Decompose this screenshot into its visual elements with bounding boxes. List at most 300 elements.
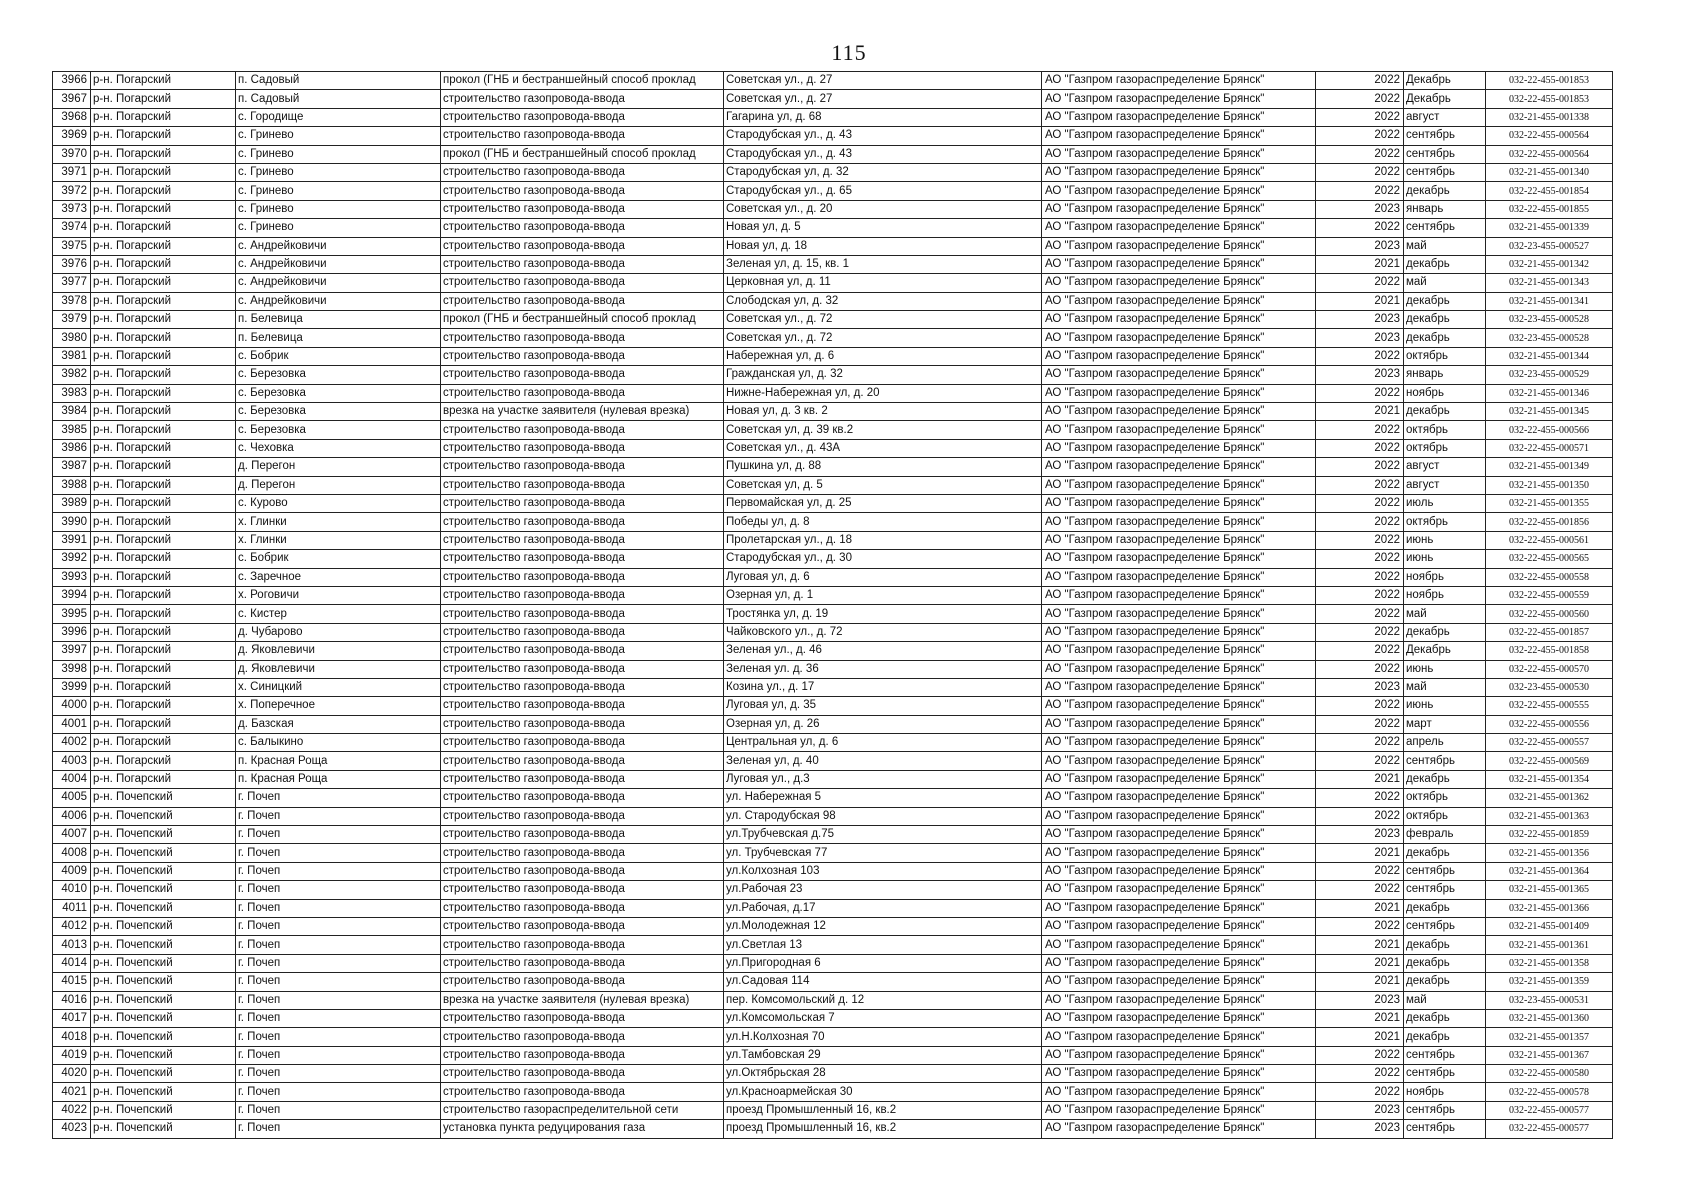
cell-organization: АО "Газпром газораспределение Брянск" — [1042, 899, 1316, 917]
table-row — [53, 623, 1613, 641]
cell-month: декабрь — [1404, 255, 1486, 273]
cell-year: 2022 — [1316, 439, 1404, 457]
cell-organization: АО "Газпром газораспределение Брянск" — [1042, 127, 1316, 145]
cell-district: р-н. Погарский — [91, 494, 236, 512]
cell-organization: АО "Газпром газораспределение Брянск" — [1042, 1046, 1316, 1064]
cell-work-type: строительство газопровода-ввода — [441, 329, 724, 347]
cell-month: сентябрь — [1404, 127, 1486, 145]
cell-record-id: 032-22-455-000564 — [1486, 145, 1613, 163]
cell-address: Чайковского ул., д. 72 — [724, 623, 1042, 641]
cell-district: р-н. Почепский — [91, 973, 236, 991]
cell-month: октябрь — [1404, 807, 1486, 825]
cell-work-type: прокол (ГНБ и бестраншейный способ проклад — [441, 145, 724, 163]
cell-record-id: 032-21-455-001362 — [1486, 789, 1613, 807]
table-row — [53, 1101, 1613, 1119]
table-row — [53, 127, 1613, 145]
cell-record-id: 032-22-455-001855 — [1486, 200, 1613, 218]
cell-month: август — [1404, 108, 1486, 126]
cell-month: январь — [1404, 200, 1486, 218]
cell-district: р-н. Почепский — [91, 991, 236, 1009]
cell-organization: АО "Газпром газораспределение Брянск" — [1042, 917, 1316, 935]
cell-year: 2022 — [1316, 605, 1404, 623]
cell-organization: АО "Газпром газораспределение Брянск" — [1042, 311, 1316, 329]
cell-record-id: 032-22-455-000557 — [1486, 734, 1613, 752]
cell-locality: д. Яковлевичи — [236, 642, 441, 660]
cell-locality: с. Гринево — [236, 219, 441, 237]
cell-month: декабрь — [1404, 770, 1486, 788]
cell-record-id: 032-22-455-000556 — [1486, 715, 1613, 733]
cell-district: р-н. Погарский — [91, 678, 236, 696]
cell-district: р-н. Погарский — [91, 200, 236, 218]
cell-row-number: 3989 — [53, 494, 91, 512]
cell-year: 2021 — [1316, 899, 1404, 917]
cell-row-number: 4022 — [53, 1101, 91, 1119]
cell-record-id: 032-22-455-000561 — [1486, 531, 1613, 549]
cell-district: р-н. Погарский — [91, 531, 236, 549]
cell-month: октябрь — [1404, 347, 1486, 365]
cell-record-id: 032-22-455-000555 — [1486, 697, 1613, 715]
cell-month: январь — [1404, 366, 1486, 384]
cell-locality: г. Почеп — [236, 789, 441, 807]
cell-record-id: 032-21-455-001344 — [1486, 347, 1613, 365]
cell-month: май — [1404, 678, 1486, 696]
table-row — [53, 200, 1613, 218]
table-row — [53, 274, 1613, 292]
table-row — [53, 366, 1613, 384]
cell-district: р-н. Почепский — [91, 844, 236, 862]
cell-year: 2021 — [1316, 936, 1404, 954]
cell-organization: АО "Газпром газораспределение Брянск" — [1042, 881, 1316, 899]
cell-year: 2022 — [1316, 734, 1404, 752]
cell-locality: г. Почеп — [236, 1028, 441, 1046]
cell-record-id: 032-21-455-001343 — [1486, 274, 1613, 292]
cell-organization: АО "Газпром газораспределение Брянск" — [1042, 274, 1316, 292]
table-row — [53, 458, 1613, 476]
cell-address: Озерная ул, д. 26 — [724, 715, 1042, 733]
cell-district: р-н. Почепский — [91, 936, 236, 954]
cell-year: 2022 — [1316, 108, 1404, 126]
cell-record-id: 032-21-455-001355 — [1486, 494, 1613, 512]
table-row — [53, 973, 1613, 991]
cell-record-id: 032-22-455-000580 — [1486, 1065, 1613, 1083]
cell-year: 2023 — [1316, 237, 1404, 255]
cell-locality: г. Почеп — [236, 1009, 441, 1027]
cell-year: 2021 — [1316, 403, 1404, 421]
cell-year: 2023 — [1316, 1101, 1404, 1119]
cell-organization: АО "Газпром газораспределение Брянск" — [1042, 1083, 1316, 1101]
cell-district: р-н. Погарский — [91, 219, 236, 237]
cell-year: 2022 — [1316, 421, 1404, 439]
cell-row-number: 3987 — [53, 458, 91, 476]
cell-work-type: строительство газопровода-ввода — [441, 237, 724, 255]
cell-address: Зеленая ул., д. 46 — [724, 642, 1042, 660]
cell-row-number: 4007 — [53, 826, 91, 844]
cell-address: Стародубская ул., д. 43 — [724, 127, 1042, 145]
cell-row-number: 3982 — [53, 366, 91, 384]
cell-row-number: 3984 — [53, 403, 91, 421]
cell-year: 2022 — [1316, 789, 1404, 807]
cell-locality: х. Синицкий — [236, 678, 441, 696]
cell-row-number: 3972 — [53, 182, 91, 200]
cell-year: 2023 — [1316, 1120, 1404, 1138]
cell-year: 2022 — [1316, 1065, 1404, 1083]
cell-month: декабрь — [1404, 292, 1486, 310]
cell-work-type: строительство газопровода-ввода — [441, 458, 724, 476]
cell-record-id: 032-21-455-001340 — [1486, 163, 1613, 181]
cell-work-type: установка пункта редуцирования газа — [441, 1120, 724, 1138]
cell-month: декабрь — [1404, 844, 1486, 862]
cell-work-type: строительство газопровода-ввода — [441, 108, 724, 126]
table-row — [53, 550, 1613, 568]
cell-month: июнь — [1404, 531, 1486, 549]
cell-district: р-н. Погарский — [91, 623, 236, 641]
cell-work-type: строительство газопровода-ввода — [441, 366, 724, 384]
cell-locality: с. Гринево — [236, 200, 441, 218]
cell-month: май — [1404, 605, 1486, 623]
cell-row-number: 3980 — [53, 329, 91, 347]
cell-district: р-н. Погарский — [91, 752, 236, 770]
cell-month: октябрь — [1404, 439, 1486, 457]
cell-organization: АО "Газпром газораспределение Брянск" — [1042, 1009, 1316, 1027]
cell-work-type: строительство газопровода-ввода — [441, 255, 724, 273]
cell-locality: п. Садовый — [236, 72, 441, 90]
cell-month: август — [1404, 458, 1486, 476]
cell-organization: АО "Газпром газораспределение Брянск" — [1042, 255, 1316, 273]
cell-work-type: прокол (ГНБ и бестраншейный способ проклад — [441, 311, 724, 329]
cell-work-type: строительство газопровода-ввода — [441, 274, 724, 292]
table-row — [53, 862, 1613, 880]
table-row — [53, 678, 1613, 696]
cell-record-id: 032-21-455-001346 — [1486, 384, 1613, 402]
cell-organization: АО "Газпром газораспределение Брянск" — [1042, 678, 1316, 696]
cell-address: Луговая ул, д. 6 — [724, 568, 1042, 586]
cell-record-id: 032-22-455-000565 — [1486, 550, 1613, 568]
table-row — [53, 568, 1613, 586]
cell-month: декабрь — [1404, 954, 1486, 972]
cell-year: 2022 — [1316, 715, 1404, 733]
cell-year: 2022 — [1316, 586, 1404, 604]
cell-record-id: 032-23-455-000528 — [1486, 311, 1613, 329]
cell-organization: АО "Газпром газораспределение Брянск" — [1042, 1101, 1316, 1119]
cell-record-id: 032-22-455-000577 — [1486, 1120, 1613, 1138]
cell-year: 2023 — [1316, 329, 1404, 347]
cell-row-number: 3991 — [53, 531, 91, 549]
cell-address: пер. Комсомольский д. 12 — [724, 991, 1042, 1009]
cell-address: Озерная ул, д. 1 — [724, 586, 1042, 604]
cell-locality: п. Красная Роща — [236, 770, 441, 788]
cell-row-number: 4020 — [53, 1065, 91, 1083]
cell-address: Советская ул, д. 5 — [724, 476, 1042, 494]
table-row — [53, 734, 1613, 752]
cell-row-number: 4018 — [53, 1028, 91, 1046]
cell-row-number: 4013 — [53, 936, 91, 954]
cell-work-type: строительство газопровода-ввода — [441, 789, 724, 807]
cell-month: декабрь — [1404, 182, 1486, 200]
cell-address: Тростянка ул, д. 19 — [724, 605, 1042, 623]
table-row — [53, 311, 1613, 329]
cell-organization: АО "Газпром газораспределение Брянск" — [1042, 476, 1316, 494]
cell-district: р-н. Погарский — [91, 513, 236, 531]
cell-address: ул. Стародубская 98 — [724, 807, 1042, 825]
cell-district: р-н. Погарский — [91, 347, 236, 365]
cell-row-number: 4015 — [53, 973, 91, 991]
cell-locality: г. Почеп — [236, 807, 441, 825]
cell-district: р-н. Погарский — [91, 605, 236, 623]
cell-address: ул.Н.Колхозная 70 — [724, 1028, 1042, 1046]
cell-organization: АО "Газпром газораспределение Брянск" — [1042, 347, 1316, 365]
cell-work-type: строительство газопровода-ввода — [441, 494, 724, 512]
cell-address: ул. Набережная 5 — [724, 789, 1042, 807]
cell-locality: с. Андрейковичи — [236, 274, 441, 292]
cell-year: 2022 — [1316, 182, 1404, 200]
cell-year: 2022 — [1316, 163, 1404, 181]
table-row — [53, 1083, 1613, 1101]
cell-organization: АО "Газпром газораспределение Брянск" — [1042, 182, 1316, 200]
cell-year: 2022 — [1316, 623, 1404, 641]
cell-district: р-н. Погарский — [91, 163, 236, 181]
cell-district: р-н. Погарский — [91, 715, 236, 733]
cell-address: Стародубская ул., д. 43 — [724, 145, 1042, 163]
cell-year: 2022 — [1316, 145, 1404, 163]
cell-work-type: строительство газопровода-ввода — [441, 917, 724, 935]
cell-address: ул.Пригородная 6 — [724, 954, 1042, 972]
cell-organization: АО "Газпром газораспределение Брянск" — [1042, 108, 1316, 126]
cell-work-type: строительство газопровода-ввода — [441, 127, 724, 145]
cell-locality: х. Роговичи — [236, 586, 441, 604]
cell-row-number: 3993 — [53, 568, 91, 586]
cell-record-id: 032-21-455-001359 — [1486, 973, 1613, 991]
cell-address: ул.Колхозная 103 — [724, 862, 1042, 880]
table-row — [53, 108, 1613, 126]
cell-locality: г. Почеп — [236, 917, 441, 935]
cell-work-type: строительство газопровода-ввода — [441, 439, 724, 457]
cell-district: р-н. Погарский — [91, 734, 236, 752]
cell-district: р-н. Погарский — [91, 255, 236, 273]
cell-work-type: строительство газопровода-ввода — [441, 182, 724, 200]
cell-record-id: 032-22-455-000569 — [1486, 752, 1613, 770]
cell-district: р-н. Почепский — [91, 807, 236, 825]
cell-record-id: 032-23-455-000528 — [1486, 329, 1613, 347]
cell-work-type: строительство газопровода-ввода — [441, 1046, 724, 1064]
cell-year: 2021 — [1316, 973, 1404, 991]
cell-district: р-н. Погарский — [91, 439, 236, 457]
table-row — [53, 1046, 1613, 1064]
cell-work-type: врезка на участке заявителя (нулевая врезка) — [441, 991, 724, 1009]
cell-month: июнь — [1404, 550, 1486, 568]
cell-organization: АО "Газпром газораспределение Брянск" — [1042, 586, 1316, 604]
cell-organization: АО "Газпром газораспределение Брянск" — [1042, 513, 1316, 531]
cell-work-type: строительство газопровода-ввода — [441, 770, 724, 788]
cell-work-type: строительство газопровода-ввода — [441, 715, 724, 733]
cell-locality: г. Почеп — [236, 826, 441, 844]
cell-work-type: строительство газопровода-ввода — [441, 200, 724, 218]
cell-row-number: 3992 — [53, 550, 91, 568]
table-row — [53, 881, 1613, 899]
cell-work-type: строительство газопровода-ввода — [441, 936, 724, 954]
cell-month: декабрь — [1404, 899, 1486, 917]
cell-organization: АО "Газпром газораспределение Брянск" — [1042, 200, 1316, 218]
cell-address: Луговая ул, д. 35 — [724, 697, 1042, 715]
cell-month: Декабрь — [1404, 642, 1486, 660]
cell-locality: г. Почеп — [236, 1065, 441, 1083]
cell-locality: с. Андрейковичи — [236, 292, 441, 310]
cell-work-type: строительство газопровода-ввода — [441, 623, 724, 641]
cell-record-id: 032-22-455-001853 — [1486, 72, 1613, 90]
cell-month: сентябрь — [1404, 219, 1486, 237]
cell-record-id: 032-22-455-000559 — [1486, 586, 1613, 604]
cell-year: 2022 — [1316, 274, 1404, 292]
cell-row-number: 3994 — [53, 586, 91, 604]
cell-locality: с. Андрейковичи — [236, 255, 441, 273]
cell-row-number: 3985 — [53, 421, 91, 439]
table-row — [53, 329, 1613, 347]
cell-locality: г. Почеп — [236, 1046, 441, 1064]
cell-work-type: строительство газопровода-ввода — [441, 1009, 724, 1027]
cell-locality: х. Глинки — [236, 531, 441, 549]
cell-year: 2022 — [1316, 72, 1404, 90]
table-row — [53, 642, 1613, 660]
cell-district: р-н. Почепский — [91, 954, 236, 972]
cell-row-number: 3981 — [53, 347, 91, 365]
table-row — [53, 807, 1613, 825]
cell-row-number: 3983 — [53, 384, 91, 402]
cell-locality: д. Перегон — [236, 476, 441, 494]
table-body — [53, 72, 1613, 1139]
cell-record-id: 032-22-455-000560 — [1486, 605, 1613, 623]
cell-record-id: 032-21-455-001358 — [1486, 954, 1613, 972]
cell-year: 2022 — [1316, 752, 1404, 770]
cell-record-id: 032-21-455-001341 — [1486, 292, 1613, 310]
cell-locality: г. Почеп — [236, 954, 441, 972]
cell-month: март — [1404, 715, 1486, 733]
table-row — [53, 163, 1613, 181]
cell-organization: АО "Газпром газораспределение Брянск" — [1042, 844, 1316, 862]
table-row — [53, 494, 1613, 512]
cell-work-type: строительство газопровода-ввода — [441, 163, 724, 181]
cell-locality: д. Перегон — [236, 458, 441, 476]
cell-row-number: 3999 — [53, 678, 91, 696]
cell-locality: с. Гринево — [236, 182, 441, 200]
cell-locality: х. Поперечное — [236, 697, 441, 715]
cell-row-number: 4010 — [53, 881, 91, 899]
cell-district: р-н. Погарский — [91, 145, 236, 163]
cell-record-id: 032-22-455-001857 — [1486, 623, 1613, 641]
cell-organization: АО "Газпром газораспределение Брянск" — [1042, 807, 1316, 825]
cell-row-number: 3988 — [53, 476, 91, 494]
cell-row-number: 4023 — [53, 1120, 91, 1138]
cell-organization: АО "Газпром газораспределение Брянск" — [1042, 237, 1316, 255]
cell-work-type: прокол (ГНБ и бестраншейный способ проклад — [441, 72, 724, 90]
cell-work-type: строительство газопровода-ввода — [441, 421, 724, 439]
cell-month: декабрь — [1404, 623, 1486, 641]
cell-address: Советская ул., д. 27 — [724, 90, 1042, 108]
cell-address: Набережная ул, д. 6 — [724, 347, 1042, 365]
cell-year: 2022 — [1316, 881, 1404, 899]
cell-year: 2022 — [1316, 660, 1404, 678]
cell-address: Козина ул., д. 17 — [724, 678, 1042, 696]
cell-month: ноябрь — [1404, 586, 1486, 604]
table-row — [53, 421, 1613, 439]
cell-work-type: строительство газопровода-ввода — [441, 476, 724, 494]
cell-year: 2021 — [1316, 954, 1404, 972]
cell-work-type: строительство газопровода-ввода — [441, 550, 724, 568]
cell-year: 2022 — [1316, 862, 1404, 880]
cell-row-number: 3967 — [53, 90, 91, 108]
cell-record-id: 032-21-455-001350 — [1486, 476, 1613, 494]
cell-row-number: 3970 — [53, 145, 91, 163]
cell-year: 2022 — [1316, 642, 1404, 660]
cell-locality: п. Красная Роща — [236, 752, 441, 770]
cell-month: сентябрь — [1404, 862, 1486, 880]
cell-row-number: 4014 — [53, 954, 91, 972]
cell-work-type: строительство газопровода-ввода — [441, 678, 724, 696]
cell-organization: АО "Газпром газораспределение Брянск" — [1042, 366, 1316, 384]
cell-year: 2023 — [1316, 366, 1404, 384]
cell-locality: с. Березовка — [236, 403, 441, 421]
cell-row-number: 4021 — [53, 1083, 91, 1101]
cell-address: Луговая ул., д.3 — [724, 770, 1042, 788]
cell-locality: с. Балыкино — [236, 734, 441, 752]
cell-month: октябрь — [1404, 513, 1486, 531]
cell-organization: АО "Газпром газораспределение Брянск" — [1042, 439, 1316, 457]
cell-work-type: строительство газопровода-ввода — [441, 862, 724, 880]
cell-month: сентябрь — [1404, 145, 1486, 163]
cell-row-number: 3977 — [53, 274, 91, 292]
cell-address: Центральная ул, д. 6 — [724, 734, 1042, 752]
cell-organization: АО "Газпром газораспределение Брянск" — [1042, 1028, 1316, 1046]
table-row — [53, 384, 1613, 402]
cell-address: Советская ул., д. 20 — [724, 200, 1042, 218]
cell-row-number: 3979 — [53, 311, 91, 329]
table-row — [53, 770, 1613, 788]
cell-district: р-н. Погарский — [91, 458, 236, 476]
cell-district: р-н. Погарский — [91, 329, 236, 347]
cell-row-number: 3995 — [53, 605, 91, 623]
cell-record-id: 032-21-455-001342 — [1486, 255, 1613, 273]
cell-row-number: 3996 — [53, 623, 91, 641]
cell-month: декабрь — [1404, 1028, 1486, 1046]
cell-work-type: строительство газопровода-ввода — [441, 826, 724, 844]
cell-year: 2021 — [1316, 844, 1404, 862]
table-row — [53, 72, 1613, 90]
cell-locality: с. Гринево — [236, 163, 441, 181]
cell-district: р-н. Погарский — [91, 421, 236, 439]
cell-address: ул.Рабочая, д.17 — [724, 899, 1042, 917]
table-row — [53, 1028, 1613, 1046]
cell-work-type: строительство газопровода-ввода — [441, 292, 724, 310]
cell-address: ул.Молодежная 12 — [724, 917, 1042, 935]
cell-year: 2022 — [1316, 697, 1404, 715]
cell-row-number: 4011 — [53, 899, 91, 917]
cell-organization: АО "Газпром газораспределение Брянск" — [1042, 292, 1316, 310]
cell-address: Церковная ул, д. 11 — [724, 274, 1042, 292]
cell-district: р-н. Погарский — [91, 384, 236, 402]
table-row — [53, 936, 1613, 954]
table-row — [53, 292, 1613, 310]
cell-locality: г. Почеп — [236, 1120, 441, 1138]
cell-year: 2022 — [1316, 347, 1404, 365]
cell-year: 2022 — [1316, 384, 1404, 402]
cell-row-number: 3975 — [53, 237, 91, 255]
cell-address: ул.Красноармейская 30 — [724, 1083, 1042, 1101]
cell-month: сентябрь — [1404, 752, 1486, 770]
cell-record-id: 032-21-455-001349 — [1486, 458, 1613, 476]
cell-district: р-н. Почепский — [91, 1101, 236, 1119]
cell-record-id: 032-22-455-000558 — [1486, 568, 1613, 586]
cell-organization: АО "Газпром газораспределение Брянск" — [1042, 973, 1316, 991]
cell-record-id: 032-21-455-001363 — [1486, 807, 1613, 825]
cell-organization: АО "Газпром газораспределение Брянск" — [1042, 642, 1316, 660]
